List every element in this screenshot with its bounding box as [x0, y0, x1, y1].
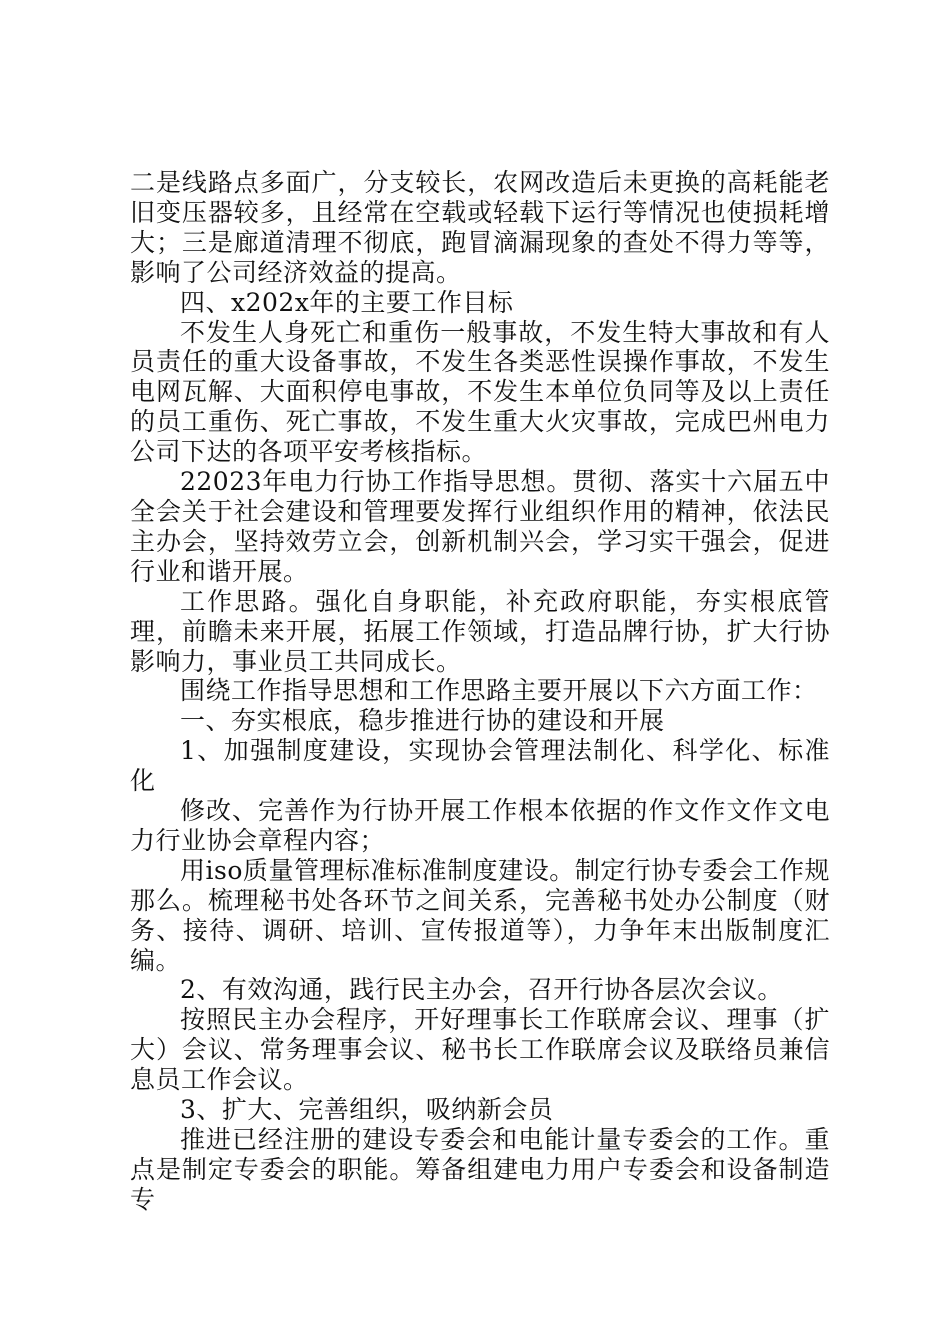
heading-item-three: 3、扩大、完善组织，吸纳新会员 — [180, 1095, 554, 1125]
paragraph-charter-revision: 修改、完善作为行协开展工作根本依据的作文作文作文电力行业协会章程内容； — [130, 796, 830, 855]
paragraph-committees: 推进已经注册的建设专委会和电能计量专委会的工作。重点是制定专委会的职能。筹备组建电力用户专委会和设备制造专 — [130, 1125, 830, 1214]
paragraph-iso-standards: 用iso质量管理标准标准制度建设。制定行协专委会工作规那么。梳理秘书处各环节之间关系，完善秘书处办公制度（财务、接待、调研、培训、宣传报道等），力争年末出版制度汇编。 — [130, 855, 830, 975]
heading-section-one: 一、夯实根底，稳步推进行协的建设和开展 — [180, 706, 665, 736]
document-body — [130, 168, 830, 1215]
heading-item-two: 2、有效沟通，践行民主办会，召开行协各层次会议。 — [180, 975, 783, 1005]
heading-item-one: 1、加强制度建设，实现协会管理法制化、科学化、标准化 — [130, 736, 830, 796]
paragraph-work-approach: 工作思路。强化自身职能，补充政府职能，夯实根底管理，前瞻未来开展，拓展工作领域，打造品牌行协，扩大行协影响力，事业员工共同成长。 — [130, 586, 830, 676]
paragraph-line-loss-causes: 二是线路点多面广，分支较长，农网改造后未更换的高耗能老旧变压器较多，且经常在空载或轻载下运行等情况也使损耗增大；三是廊道清理不彻底，跑冒滴漏现象的查处不得力等等，影响了公司经济效益的提高。 — [130, 168, 830, 287]
paragraph-guiding-ideology: 22023年电力行协工作指导思想。贯彻、落实十六届五中全会关于社会建设和管理要发挥行业组织作用的精神，依法民主办会，坚持效劳立会，创新机制兴会，学习实干强会，促进行业和谐开展。 — [130, 467, 830, 586]
paragraph-meetings: 按照民主办会程序，开好理事长工作联席会议、理事（扩大）会议、常务理事会议、秘书长工作联席会议及联络员兼信息员工作会议。 — [130, 1005, 830, 1095]
paragraph-safety-targets: 不发生人身死亡和重伤一般事故，不发生特大事故和有人员责任的重大设备事故，不发生各类恶性误操作事故，不发生电网瓦解、大面积停电事故，不发生本单位负同等及以上责任的员工重伤、死亡事故，不发生重大火灾事故，完成巴州电力公司下达的各项平安考核指标。 — [130, 317, 830, 467]
heading-main-goals: 四、x202x年的主要工作目标 — [180, 287, 514, 317]
paragraph-six-areas-intro: 围绕工作指导思想和工作思路主要开展以下六方面工作： — [180, 676, 818, 706]
